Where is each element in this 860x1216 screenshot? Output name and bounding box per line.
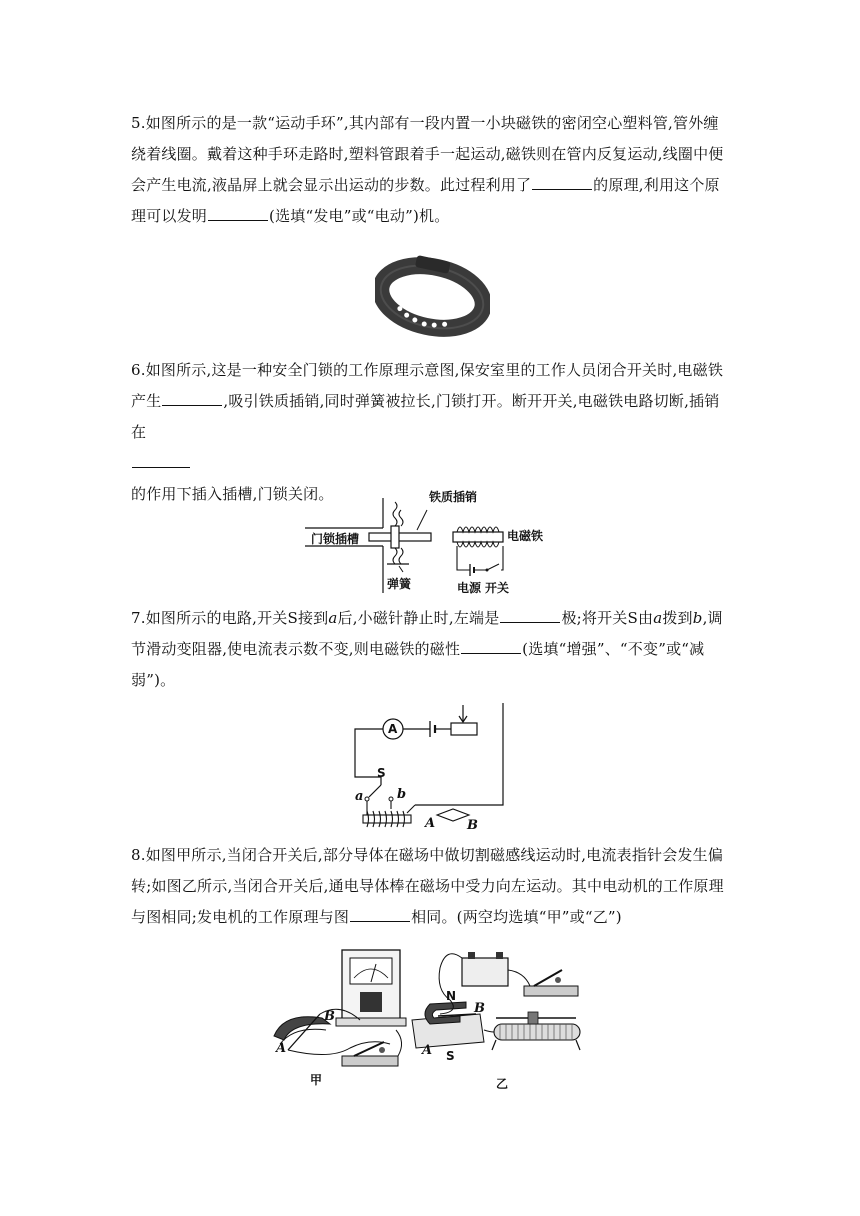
fig-label-jia: 甲 [310, 1073, 323, 1087]
contact-a-label: a [355, 789, 364, 804]
q6-blank-2[interactable] [132, 453, 190, 468]
contact-b-label: b [397, 787, 407, 802]
q7-blank-2[interactable] [461, 639, 521, 654]
label-iron-pin: 铁质插销 [429, 490, 478, 504]
question-7 [131, 603, 731, 696]
q5-blank-2[interactable] [208, 206, 268, 221]
q8-text-1: 8.如图甲所示,当闭合开关后,部分导体在磁场中做切割磁感线运动时,电流表指针会发生偏转;如图乙所示,当闭合开关后,通电导体棒在磁场中受力向左运动。其中电动机的工作原理与图相同;发电机的工作原理与图 [131, 846, 724, 926]
label-spring: 弹簧 [387, 577, 412, 591]
electromagnet-circuit-diagram [345, 703, 515, 835]
experiment-figure-jia-yi [270, 942, 590, 1092]
q7-var-b: b [692, 609, 703, 627]
q7-text-1: 7.如图所示的电路,开关S接到 [131, 609, 329, 627]
label-electromagnet: 电磁铁 [507, 529, 544, 543]
fitness-band-figure [375, 252, 490, 342]
fig-yi-label-a: A [422, 1043, 433, 1058]
q7-var-a-2: a [653, 609, 663, 627]
door-lock-diagram [305, 488, 555, 598]
question-6 [131, 355, 731, 510]
needle-end-a-label: A [425, 816, 436, 831]
q7-var-a: a [328, 609, 338, 627]
question-5 [131, 108, 731, 232]
fig-jia-label-a: A [276, 1041, 287, 1056]
needle-end-b-label: B [467, 818, 478, 833]
fig-jia-label-b: B [324, 1009, 335, 1024]
q5-text-3: (选填“发电”或“电动”)机。 [269, 207, 450, 225]
q5-text-2: 的原理,利用这个原理可以发明 [131, 176, 720, 225]
q7-blank-1[interactable] [500, 608, 560, 623]
q8-blank[interactable] [350, 907, 410, 922]
q8-text-2: 相同。(两空均选填“甲”或“乙”) [411, 908, 622, 926]
fig-yi-label-b: B [474, 1001, 485, 1016]
ammeter-label: A [388, 722, 398, 736]
q7-text-5: ,调节滑动变阻器,使电流表示数不变,则电磁铁的磁性 [131, 609, 723, 658]
q7-text-2: 后,小磁针静止时,左端是 [337, 609, 500, 627]
q6-blank-1[interactable] [162, 391, 222, 406]
fig-yi-label-s: S [446, 1049, 455, 1063]
q5-text-1: 5.如图所示的是一款“运动手环”,其内部有一段内置一小块磁铁的密闭空心塑料管,管外缠绕着线圈。戴着这种手环走路时,塑料管跟着手一起运动,磁铁则在管内反复运动,线圈中便会产生电流,液晶屏上就会显示出运动的步数。此过程利用了 [131, 114, 724, 194]
q6-text-2: ,吸引铁质插销,同时弹簧被拉长,门锁打开。断开开关,电磁铁电路切断,插销在 [131, 392, 720, 441]
fig-yi-label-n: N [446, 989, 457, 1003]
q5-blank-1[interactable] [532, 175, 592, 190]
q6-text-1: 6.如图所示,这是一种安全门锁的工作原理示意图,保安室里的工作人员闭合开关时,电磁铁产生 [131, 361, 724, 410]
q6-text-3: 的作用下插入插槽,门锁关闭。 [131, 485, 334, 503]
fig-label-yi: 乙 [496, 1077, 509, 1091]
q7-text-4: 拨到 [662, 609, 693, 627]
q7-text-3: 极;将开关S由 [561, 609, 654, 627]
switch-label: S [377, 766, 386, 780]
question-8 [131, 840, 731, 933]
label-lock-slot: 门锁插槽 [311, 532, 360, 546]
label-switch: 开关 [485, 581, 510, 595]
q7-text-6: (选填“增强”、“不变”或“减弱”)。 [131, 640, 705, 689]
label-power: 电源 [457, 581, 482, 595]
